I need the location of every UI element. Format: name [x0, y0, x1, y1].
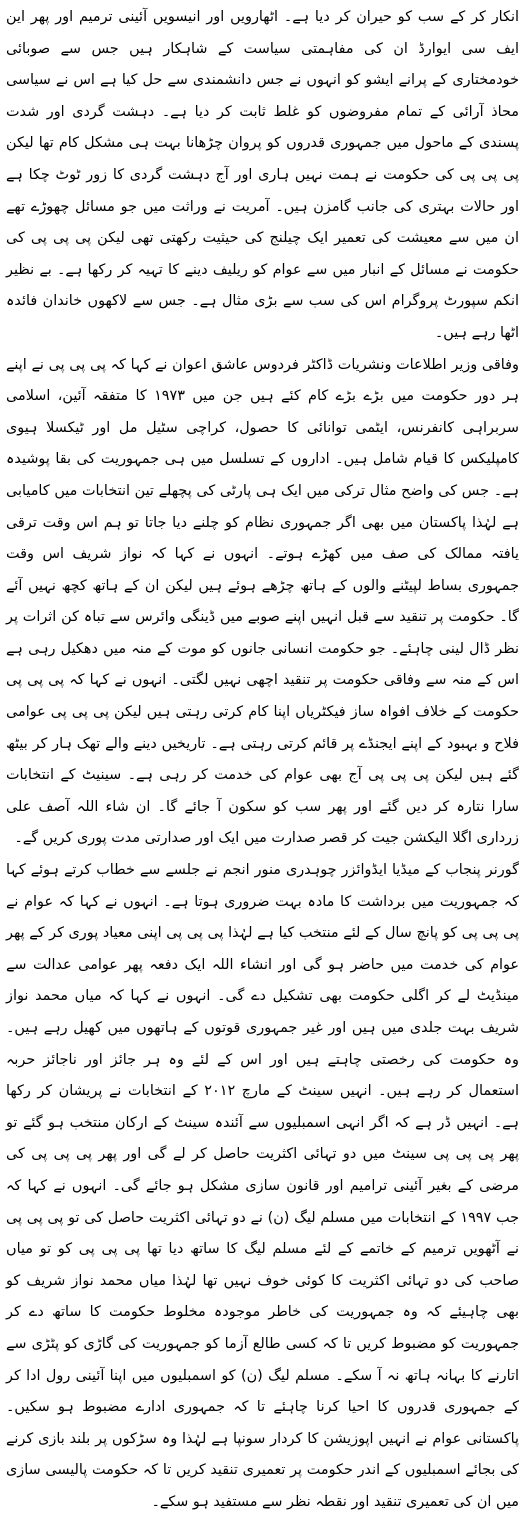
- article-paragraph-3: گورنر پنجاب کے میڈیا ایڈوائزر چوہدری منور انجم نے جلسے سے خطاب کرتے ہوئے کہا کہ جمہوریت میں برداشت کا مادہ بہت ضروری ہوتا ہے۔ انہوں نے کہا کہ عوام نے پی پی پی کو پانچ سال کے لئے منتخب کیا ہے لہٰذا پی پی پی اپنی معیاد پوری کر کے پھر عوام کی خدمت میں حاضر ہو گی اور انشاء اللہ ایک دفعہ پھر عوامی عدالت سے مینڈیٹ لے کر اگلی حکومت بھی تشکیل دے گی۔ انہوں نے کہا کہ میاں محمد نواز شریف بہت جلدی میں ہیں اور غیر جمہوری قوتوں کے ہاتھوں میں کھیل رہے ہیں۔ وہ حکومت کی رخصتی چاہتے ہیں اور اس کے لئے وہ ہر جائز اور ناجائز حربہ استعمال کر رہے ہیں۔ انہیں سینٹ کے مارچ ۲۰۱۲ کے انتخابات نے پریشان کر رکھا ہے۔ انہیں ڈر ہے کہ اگر انہی اسمبلیوں سے آئندہ سینٹ کے ارکان منتخب ہو گئے تو پھر پی پی پی سینٹ میں دو تہائی اکثریت حاصل کر لے گی اور پھر پی پی پی کی مرضی کے بغیر آئینی ترامیم اور قانون سازی مشکل ہو جائے گی۔ انہوں نے کہا کہ جب ۱۹۹۷ کے انتخابات میں مسلم لیگ (ن) نے دو تہائی اکثریت حاصل کی تو پی پی پی نے آٹھویں ترمیم کے خاتمے کے لئے مسلم لیگ کا ساتھ دیا تھا پی پی پی کو تو میاں صاحب کی دو تہائی اکثریت کا کوئی خوف نہیں تھا لہٰذا میاں محمد نواز شریف کو بھی چاہیئے کہ وہ جمہوریت کی خاطر موجودہ مخلوط حکومت کا ساتھ دے کر جمہوریت کو مضبوط کریں تا کہ کسی طالع آزما کو جمہوریت کی گاڑی کو پٹڑی سے اتارنے کا بہانہ ہاتھ نہ آ سکے۔ مسلم لیگ (ن) کو اسمبلیوں میں اپنا آئینی رول ادا کر کے جمہوری قدروں کا احیا کرنا چاہئے تا کہ جمہوری ادارے مضبوط ہو سکیں۔ پاکستانی عوام نے انہیں اپوزیشن کا کردار سونپا ہے لہٰذا وہ سڑکوں پر بلند بازی کرنے کی بجائے اسمبلیوں کے اندر حکومت پر تعمیری تنقید کریں تا کہ حکومت پالیسی سازی میں ان کی تعمیری تنقید اور نقطہ نظر سے مستفید ہو سکے۔: [6, 862, 519, 1510]
- article-paragraph-2: وفاقی وزیر اطلاعات ونشریات ڈاکٹر فردوس عاشق اعوان نے کہا کہ پی پی پی نے اپنے ہر دور حکومت میں بڑے بڑے کام کئے ہیں جن میں ۱۹۷۳ کا متفقہ آئین، اسلامی سربراہی کانفرنس، ایٹمی توانائی کا حصول، کراچی سٹیل مل اور ٹیکسلا ہیوی کامپلیکس کا قیام شامل ہیں۔ اداروں کے تسلسل میں ہی جمہوریت کی بقا پوشیدہ ہے۔ جس کی واضح مثال ترکی میں ایک ہی پارٹی کی پچھلے تین انتخابات میں کامیابی ہے لہٰذا پاکستان میں بھی اگر جمہوری نظام کو چلنے دیا جاتا تو ہم اس وقت ترقی یافتہ ممالک کی صف میں کھڑے ہوتے۔ انہوں نے کہا کہ نواز شریف اس وقت جمہوری بساط لپیٹنے والوں کے ہاتھ چڑھے ہوئے ہیں لیکن ان کے ہاتھ کچھ نہیں آئے گا۔ حکومت پر تنقید سے قبل انہیں اپنے صوبے میں ڈینگی وائرس سے تباہ کن اثرات پر نظر ڈال لینی چاہئے۔ جو حکومت انسانی جانوں کو موت کے منہ میں دھکیل رہی ہے اس کے منہ سے وفاقی حکومت پر تنقید اچھی نہیں لگتی۔ انہوں نے کہا کہ پی پی پی حکومت کے خلاف افواہ ساز فیکٹریاں اپنا کام کرتی رہتی ہیں لیکن پی پی پی عوامی فلاح و بہبود کے اپنے ایجنڈے پر قائم کرتی رہتی ہے۔ تاریخیں دینے والے تھک ہار کر بیٹھ گئے ہیں لیکن پی پی پی آج بھی عوام کی خدمت کر رہی ہے۔ سینیٹ کے انتخابات سارا نتارہ کر دیں گئے اور پھر سب کو سکون آ جائے گا۔ ان شاء اللہ آصف علی زرداری اگلا الیکشن جیت کر قصر صدارت میں ایک اور صدارتی مدت پوری کریں گے۔: [6, 356, 519, 847]
- article-paragraph-1: انکار کر کے سب کو حیران کر دیا ہے۔ اٹھارویں اور انیسویں آئینی ترمیم اور پھر این ایف سی ایوارڈ ان کی مفاہمتی سیاست کے شاہکار ہیں جس سے صوبائی خودمختاری کے پرانے ایشو کو انہوں نے جس دانشمندی سے حل کیا ہے اس نے سیاسی محاذ آرائی کے تمام مفروضوں کو غلط ثابت کر دیا ہے۔ دہشت گردی اور شدت پسندی کے ماحول میں جمہوری قدروں کو پروان چڑھانا بہت ہی مشکل کام تھا لیکن پی پی پی کی حکومت نے ہمت نہیں ہاری اور آج دہشت گردی کا زور ٹوٹ چکا ہے اور حالات بہتری کی جانب گامزن ہیں۔ آمریت نے وراثت میں جو مسائل چھوڑے تھے ان میں سے معیشت کی تعمیر ایک چیلنج کی حیثیت رکھتی تھی لیکن پی پی پی کی حکومت نے مسائل کے انبار میں سے عوام کو ریلیف دینے کا تہیہ کر رکھا ہے۔ بے نظیر انکم سپورٹ پروگرام اس کی سب سے بڑی مثال ہے۔ جس سے لاکھوں خاندان فائدہ اٹھا رہے ہیں۔: [6, 9, 519, 341]
